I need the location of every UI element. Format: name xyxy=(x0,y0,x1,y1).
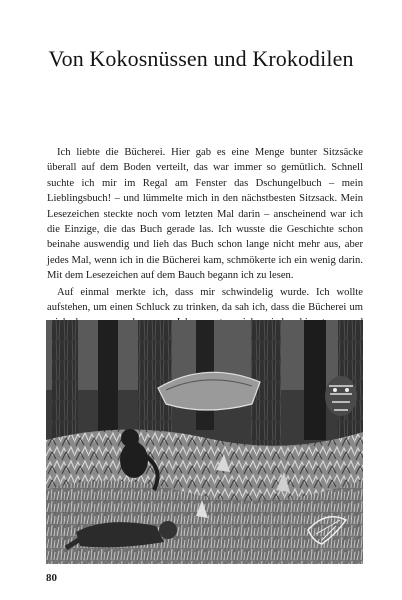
paragraph-2: Auf einmal merkte ich, dass mir schwindelig wurde. Ich wollte aufstehen, um einen Schluck zu trinken, da sah ich, dass die Bücherei um xyxy=(47,286,363,314)
page-number: 80 xyxy=(46,572,57,584)
paragraph-1: Ich liebte die Bücherei. Hier gab es eine Menge bunter Sitzsäcke überall auf dem Boden verteilt, das war immer so gemütlich. Schnell suchte ich mir im Regal am Fenster das Dschungelbuch – mein Lieblingsbuch! – und lümmelte mich in den nächstbesten Sitzsack. Mein Lesezeichen steckte noch vom letzten Mal darin – anscheinend war ich die Einzige, die das Buch gerade las. Ich wusste die Geschichte schon beinahe auswendig und lieh das Buch schon lange nicht mehr aus, aber jedes Mal, wenn ich in die Bücherei kam, schmökerte ich ein wenig darin. Mit dem Lesezeichen auf dem Bauch begann ich zu lesen. xyxy=(47,147,363,282)
jungle-illustration xyxy=(46,320,363,564)
jungle-scene-image xyxy=(46,320,363,564)
chapter-title: Von Kokosnüssen und Krokodilen xyxy=(48,46,354,71)
